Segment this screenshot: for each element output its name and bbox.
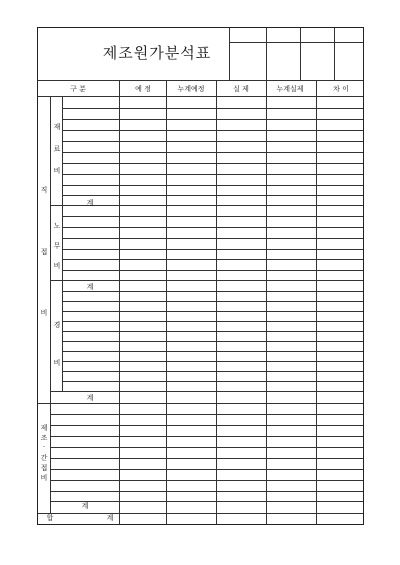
expense-letter-2: 비	[53, 359, 61, 367]
row-line	[62, 174, 363, 175]
row-line	[50, 436, 363, 437]
row-line	[62, 185, 363, 186]
row-line	[62, 119, 363, 120]
row-line	[62, 301, 363, 302]
header-plan: 예 정	[135, 85, 151, 93]
header-bottom-line	[38, 96, 363, 97]
approval-line	[300, 28, 301, 80]
expense-subtotal-line	[50, 391, 363, 392]
expense-letter-1: 경	[53, 321, 61, 329]
row-line	[62, 108, 363, 109]
row-line	[50, 458, 363, 459]
row-line	[50, 491, 363, 492]
row-line	[62, 311, 363, 312]
row-line	[62, 351, 363, 352]
material-subtotal-line	[50, 205, 363, 206]
row-line	[62, 381, 363, 382]
approval-line	[334, 28, 335, 80]
expense-subtotal-label: 계	[86, 394, 94, 402]
form-title: 제조원가분석표	[102, 44, 212, 62]
row-line	[62, 238, 363, 239]
grand-total-label-left: 합	[46, 514, 54, 522]
labor-letter-1: 노	[53, 222, 61, 230]
header-cumulative-actual: 누계실제	[276, 85, 304, 93]
row-line	[62, 249, 363, 250]
row-line	[62, 216, 363, 217]
approval-left-line	[229, 28, 230, 80]
overhead-letter-2: 조	[40, 434, 48, 442]
overhead-letter-4: 간	[40, 454, 48, 462]
approval-line	[266, 28, 267, 80]
overhead-letter-1: 제	[40, 424, 48, 432]
material-letter-2: 료	[53, 145, 61, 153]
overhead-subtotal-label: 계	[81, 502, 89, 510]
overhead-letter-6: 비	[40, 474, 48, 482]
row-line	[62, 361, 363, 362]
row-line	[62, 270, 363, 271]
row-line	[62, 152, 363, 153]
direct-letter-3: 비	[40, 309, 48, 317]
row-line	[50, 469, 363, 470]
labor-subtotal-label: 계	[86, 283, 94, 291]
row-line	[50, 447, 363, 448]
material-subtotal-label: 계	[86, 199, 94, 207]
row-line	[62, 321, 363, 322]
overhead-subtotal-line	[50, 501, 363, 502]
row-line	[50, 414, 363, 415]
row-line	[62, 130, 363, 131]
material-letter-1: 재	[53, 123, 61, 131]
direct-total-line	[38, 403, 363, 404]
header-category: 구 분	[70, 85, 86, 93]
labor-letter-3: 비	[53, 262, 61, 270]
row-line	[62, 291, 363, 292]
approval-row-line	[229, 42, 363, 43]
grand-total-label-right: 계	[106, 514, 114, 522]
row-line	[50, 425, 363, 426]
header-top-line	[38, 80, 363, 81]
row-line	[62, 371, 363, 372]
material-letter-3: 비	[53, 167, 61, 175]
cost-analysis-form	[37, 27, 364, 525]
row-line	[62, 341, 363, 342]
labor-subtotal-line	[50, 280, 363, 281]
header-difference: 차 이	[333, 85, 349, 93]
row-line	[62, 195, 363, 196]
direct-letter-1: 직	[40, 186, 48, 194]
row-line	[50, 480, 363, 481]
row-line	[62, 227, 363, 228]
row-line	[62, 163, 363, 164]
overhead-letter-3: ·	[42, 443, 46, 451]
grand-total-line	[38, 513, 363, 514]
overhead-letter-5: 접	[40, 464, 48, 472]
row-line	[62, 141, 363, 142]
row-line	[62, 259, 363, 260]
header-cumulative-plan: 누계예정	[177, 85, 205, 93]
header-actual: 실 제	[233, 85, 249, 93]
direct-letter-2: 접	[40, 248, 48, 256]
labor-letter-2: 무	[53, 242, 61, 250]
row-line	[62, 331, 363, 332]
